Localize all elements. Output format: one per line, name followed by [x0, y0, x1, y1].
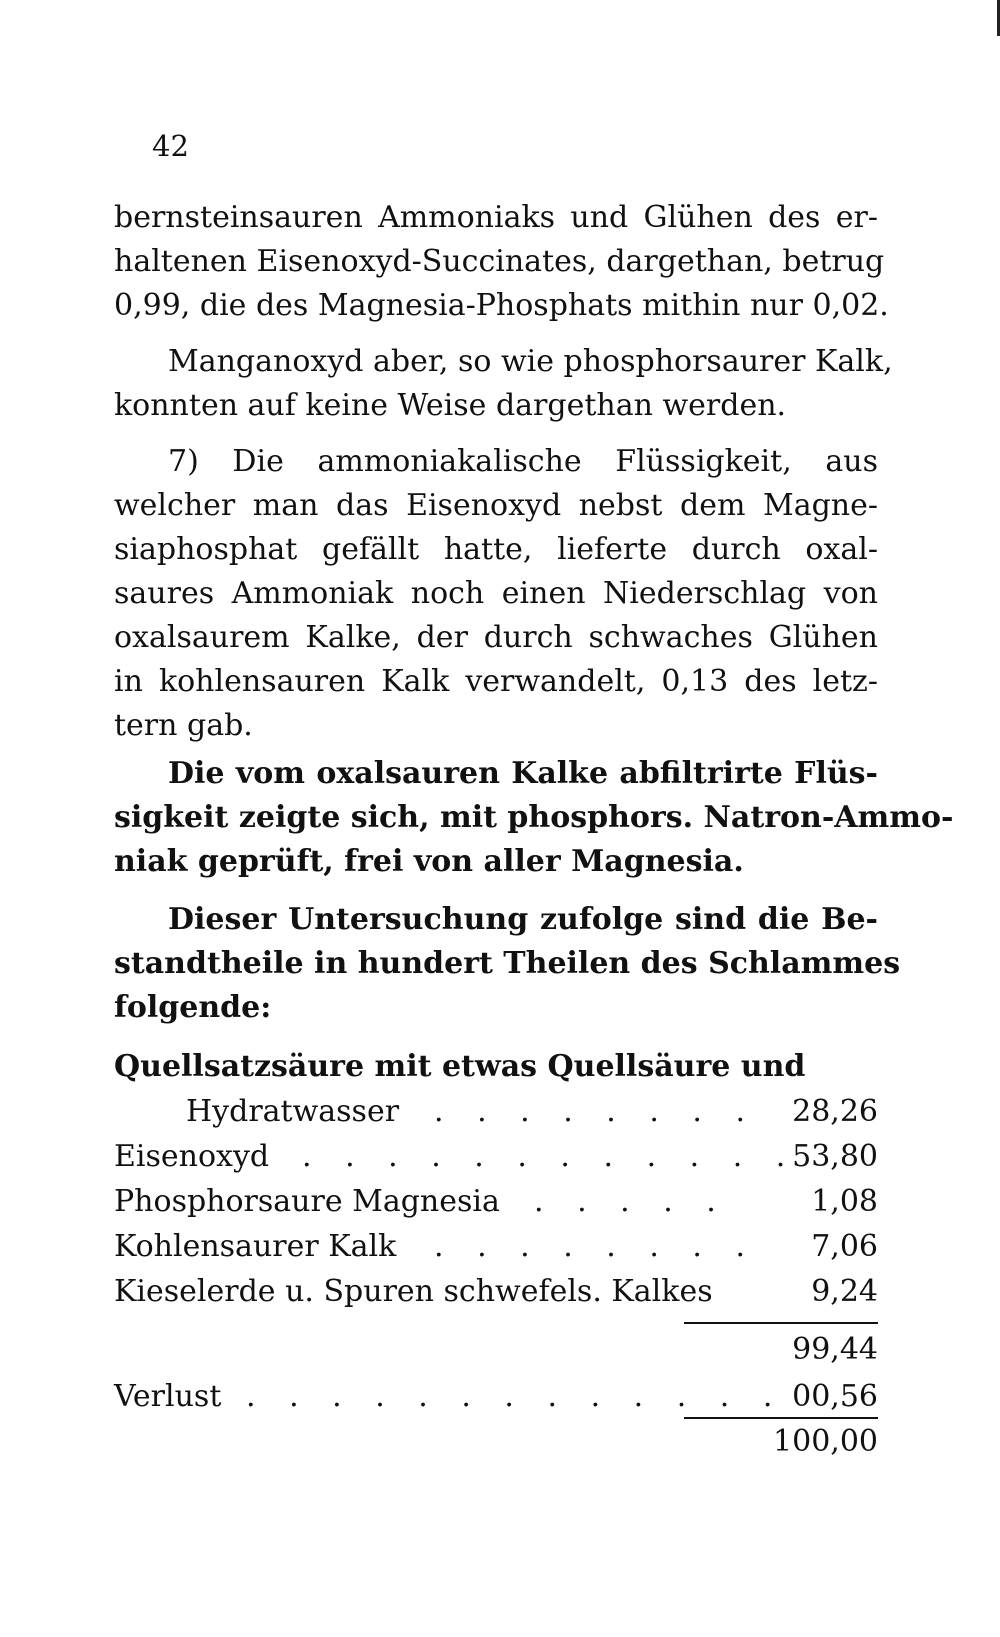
table-row	[114, 1225, 878, 1269]
text-line: 7) Die ammoniakalische Flüssigkeit, aus	[168, 444, 878, 479]
text-line: Die vom oxalsauren Kalke abfiltrirte Flüs-	[168, 756, 878, 791]
table-row	[114, 1045, 878, 1089]
row-label: Kohlensaurer Kalk	[114, 1229, 397, 1264]
leader-dots: . . . . .	[534, 1184, 728, 1219]
paragraph-7	[114, 440, 878, 748]
leader-dots: . . . . . . . . . . . . .	[246, 1379, 785, 1414]
table-row	[114, 1180, 878, 1224]
paragraph-conclusion	[114, 898, 901, 1030]
row-value: 1,08	[811, 1184, 878, 1219]
total-value: 100,00	[773, 1424, 878, 1459]
row-label: Phosphorsaure Magnesia	[114, 1184, 500, 1219]
paragraph-continuation	[114, 196, 889, 328]
table-row	[114, 1135, 878, 1179]
row-value: 28,26	[792, 1094, 878, 1129]
text-line: standtheile in hundert Theilen des Schlammes	[114, 946, 901, 981]
subtotal-row	[114, 1328, 878, 1372]
row-value: 9,24	[811, 1274, 878, 1309]
loss-value: 00,56	[792, 1379, 878, 1414]
row-label: Hydratwasser	[186, 1094, 400, 1129]
text-line: welcher man das Eisenoxyd nebst dem Magne-	[114, 488, 878, 523]
paragraph-manganoxyd	[114, 340, 893, 428]
row-label: Eisenoxyd	[114, 1139, 270, 1174]
row-label: Quellsatzsäure mit etwas Quellsäure und	[114, 1049, 806, 1084]
text-line: niak geprüft, frei von aller Magnesia.	[114, 844, 744, 879]
paragraph-filtrate	[114, 752, 954, 884]
leader-dots: . . . . . . . .	[434, 1229, 758, 1264]
table-row	[114, 1090, 878, 1134]
subtotal-rule	[684, 1322, 878, 1324]
loss-label: Verlust	[114, 1379, 222, 1414]
row-value: 7,06	[811, 1229, 878, 1264]
text-line: Dieser Untersuchung zufolge sind die Be-	[168, 902, 878, 937]
text-line: oxalsaurem Kalke, der durch schwaches Glühen	[114, 620, 878, 655]
total-row	[114, 1420, 878, 1464]
loss-row	[114, 1375, 878, 1419]
row-label: Kieselerde u. Spuren schwefels. Kalkes	[114, 1274, 713, 1309]
text-line: konnten auf keine Weise dargethan werden.	[114, 388, 787, 423]
text-line: 0,99, die des Magnesia-Phosphats mithin nur 0,02.	[114, 288, 889, 323]
leader-dots: . . . . . . . .	[434, 1094, 758, 1129]
table-row	[114, 1270, 878, 1314]
leader-dots: . . . . . . . . . . . .	[302, 1139, 798, 1174]
text-line: bernsteinsauren Ammoniaks und Glühen des er-	[114, 200, 878, 235]
text-line: sigkeit zeigte sich, mit phosphors. Natron-Ammo-	[114, 800, 954, 835]
text-line: Manganoxyd aber, so wie phosphorsaurer Kalk,	[168, 344, 893, 379]
text-line: tern gab.	[114, 708, 253, 743]
text-line: haltenen Eisenoxyd-Succinates, dargethan, betrug	[114, 244, 885, 279]
row-value: 53,80	[792, 1139, 878, 1174]
text-line: saures Ammoniak noch einen Niederschlag von	[114, 576, 878, 611]
text-line: in kohlensauren Kalk verwandelt, 0,13 des letz-	[114, 664, 878, 699]
text-line: siaphosphat gefällt hatte, lieferte durch oxal-	[114, 532, 878, 567]
text-line: folgende:	[114, 990, 272, 1025]
total-rule	[684, 1417, 878, 1419]
subtotal-value: 99,44	[792, 1332, 878, 1367]
page-number: 42	[152, 129, 189, 163]
